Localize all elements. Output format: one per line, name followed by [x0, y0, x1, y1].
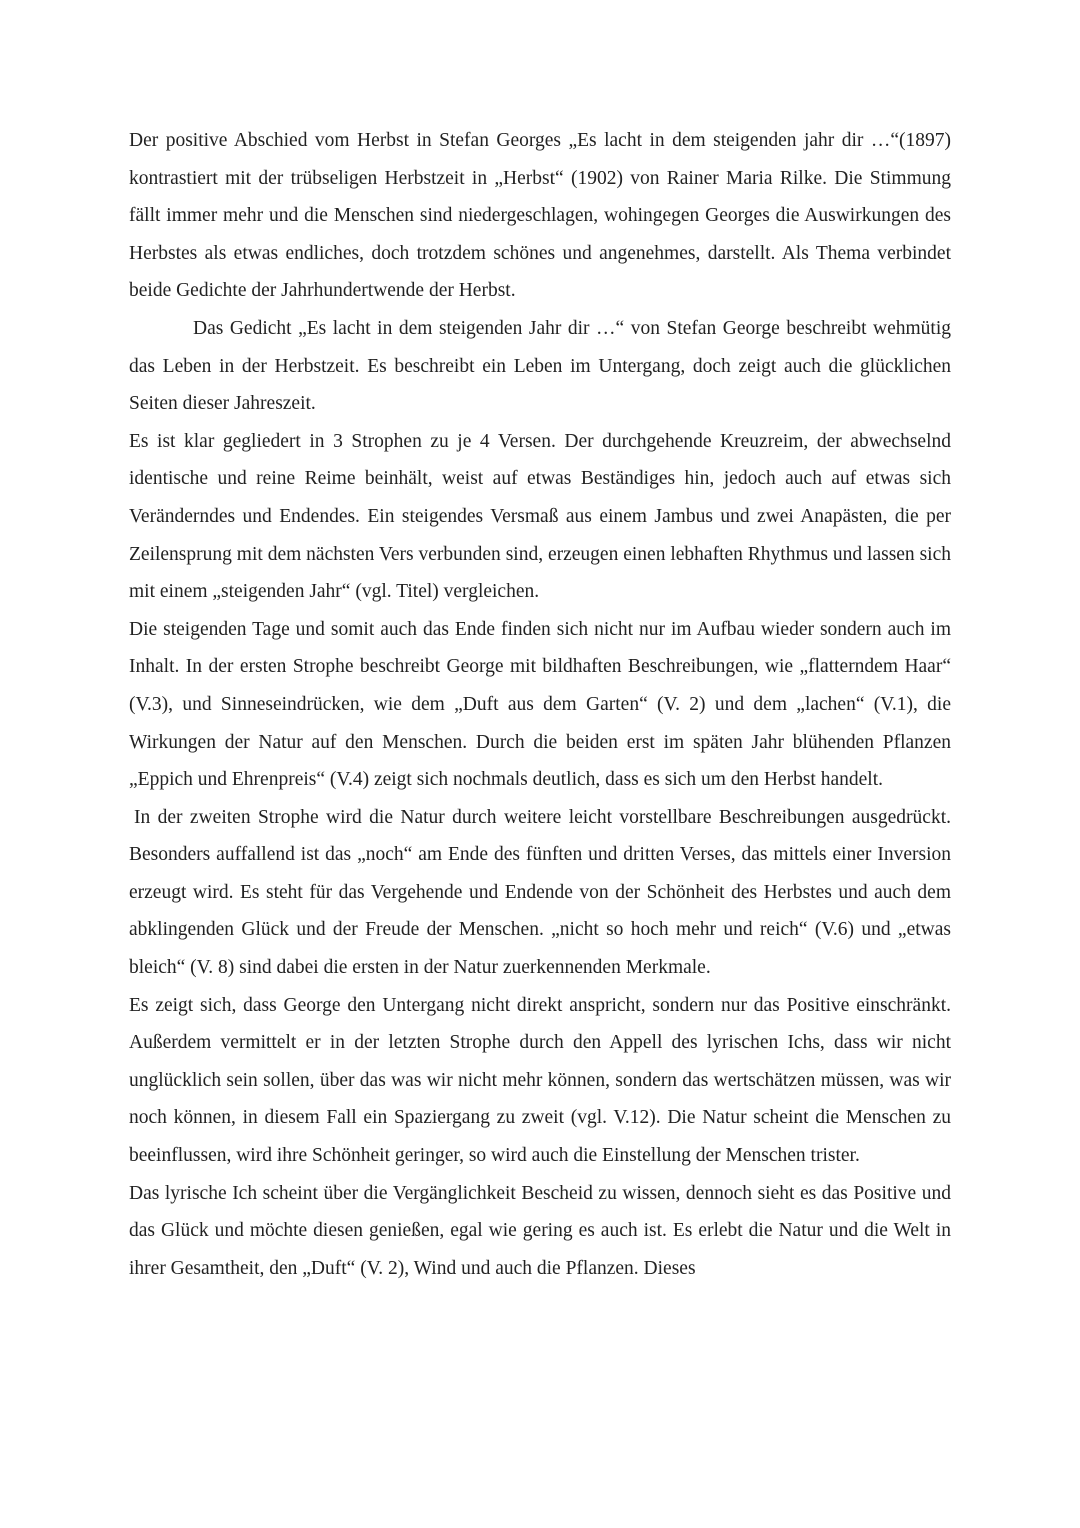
- paragraph-introduction: Der positive Abschied vom Herbst in Stefan Georges „Es lacht in dem steigenden jahr dir …“(1897) kontrastiert mit der trübseligen Herbstzeit in „Herbst“ (1902) von Rainer Maria Rilke. Die Stimmung fällt immer mehr und die Menschen sind niedergeschlagen, wohingegen Georges die Auswirkungen des Herbstes als etwas endliches, doch trotzdem schönes und angenehmes, darstellt. Als Thema verbindet beide Gedichte der Jahrhundertwende der Herbst.: [129, 130, 951, 302]
- paragraph-lyrical-self: Das lyrische Ich scheint über die Vergänglichkeit Bescheid zu wissen, dennoch sieht es das Positive und das Glück und möchte diesen genießen, egal wie gering es auch ist. Es erlebt die Natur und die Welt in ihrer Gesamtheit, den „Duft“ (V. 2), Wind und auch die Pflanzen. Dieses: [129, 1182, 951, 1279]
- document-page: [129, 122, 951, 1287]
- paragraph-second-stanza: In der zweiten Strophe wird die Natur durch weitere leicht vorstellbare Beschreibungen ausgedrückt. Besonders auffallend ist das „noch“ am Ende des fünften und dritten Verses, das mittels einer Inversion erzeugt wird. Es steht für das Vergehende und Endende von der Schönheit des Herbstes und auch dem abklingenden Glück und der Freude der Menschen. „nicht so hoch mehr und reich“ (V.6) und „etwas bleich“ (V. 8) sind dabei die ersten in der Natur zuerkennenden Merkmale.: [129, 806, 951, 979]
- paragraph-summary: Das Gedicht „Es lacht in dem steigenden Jahr dir …“ von Stefan George beschreibt wehmütig das Leben in der Herbstzeit. Es beschreibt ein Leben im Untergang, doch zeigt auch die glücklichen Seiten dieser Jahreszeit.: [129, 317, 951, 415]
- paragraph-last-stanza: Es zeigt sich, dass George den Untergang nicht direkt anspricht, sondern nur das Positive einschränkt. Außerdem vermittelt er in der letzten Strophe durch den Appell des lyrischen Ichs, dass wir nicht unglücklich sein sollen, über das was wir nicht mehr können, sondern das wertschätzen müssen, was wir noch können, in diesem Fall ein Spaziergang zu zweit (vgl. V.12). Die Natur scheint die Menschen zu beeinflussen, wird ihre Schönheit geringer, so wird auch die Einstellung der Menschen trister.: [129, 994, 951, 1167]
- paragraph-first-stanza: Die steigenden Tage und somit auch das Ende finden sich nicht nur im Aufbau wieder sondern auch im Inhalt. In der ersten Strophe beschreibt George mit bildhaften Beschreibungen, wie „flatterndem Haar“ (V.3), und Sinneseindrücken, wie dem „Duft aus dem Garten“ (V. 2) und dem „lachen“ (V.1), die Wirkungen der Natur auf den Menschen. Durch die beiden erst im späten Jahr blühenden Pflanzen „Eppich und Ehrenpreis“ (V.4) zeigt sich nochmals deutlich, dass es sich um den Herbst handelt.: [129, 618, 951, 791]
- paragraph-structure: Es ist klar gegliedert in 3 Strophen zu je 4 Versen. Der durchgehende Kreuzreim, der abwechselnd identische und reine Reime beinhält, weist auf etwas Beständiges hin, jedoch auch auf etwas sich Veränderndes und Endendes. Ein steigendes Versmaß aus einem Jambus und zwei Anapästen, die per Zeilensprung mit dem nächsten Vers verbunden sind, erzeugen einen lebhaften Rhythmus und lassen sich mit einem „steigenden Jahr“ (vgl. Titel) vergleichen.: [129, 430, 951, 603]
